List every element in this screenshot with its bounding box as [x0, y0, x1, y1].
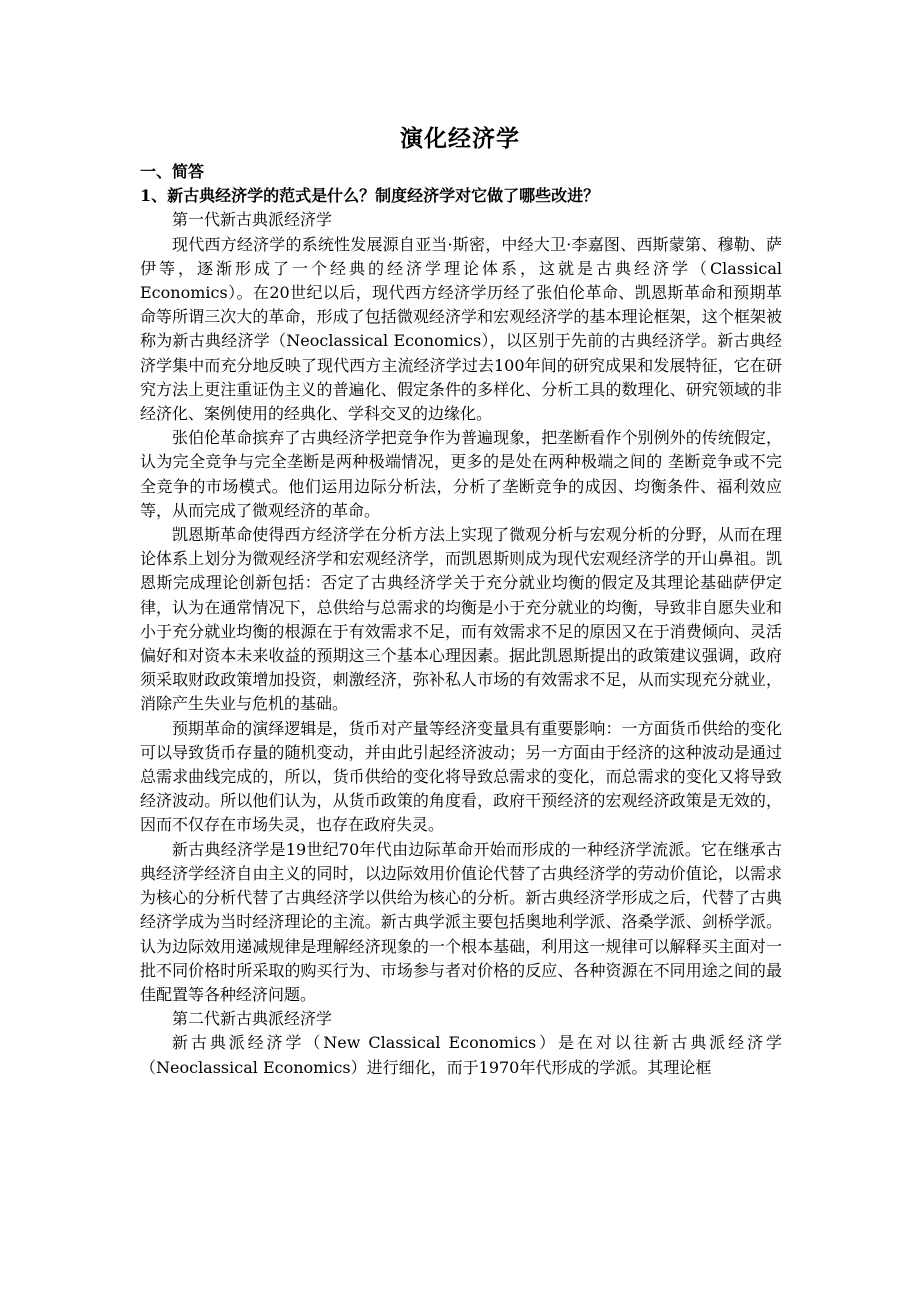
paragraph: 新古典派经济学（New Classical Economics）是在对以往新古典派经济学（Neoclassical Economics）进行细化，而于1970年代形成的学派。其理论框 [140, 1033, 782, 1077]
paragraph: 张伯伦革命摈弃了古典经济学把竞争作为普遍现象，把垄断看作个别例外的传统假定，认为完全竞争与完全垄断是两种极端情况，更多的是处在两种极端之间的 垄断竞争或不完全竞争的市场模式。他们运用边际分析法，分析了垄断竞争的成因、均衡条件、福利效应等，从而完成了微观经济的革命。 [140, 428, 782, 520]
document-title: 演化经济学 [400, 125, 520, 152]
subheading-first-generation: 第一代新古典派经济学 [172, 210, 333, 230]
document-body [140, 160, 782, 1080]
subheading-second-generation: 第二代新古典派经济学 [172, 1009, 333, 1029]
paragraph: 现代西方经济学的系统性发展源自亚当·斯密，中经大卫·李嘉图、西斯蒙第、穆勒、萨伊等，逐渐形成了一个经典的经济学理论体系，这就是古典经济学（Classical Economics）。在20世纪以后，现代西方经济学历经了张伯伦革命、凯恩斯革命和预期革命等所谓三次大的革命，形成了包括微观经济学和宏观经济学的基本理论框架，这个框架被称为新古典经济学（Neoclassical Economics），以区别于先前的古典经济学。新古典经济学集中而充分地反映了现代西方主流经济学过去100年间的研究成果和发展特征，它在研究方法上更注重证伪主义的普遍化、假定条件的多样化、分析工具的数理化、研究领域的非经济化、案例使用的经典化、学科交叉的边缘化。 [140, 234, 782, 424]
paragraph: 凯恩斯革命使得西方经济学在分析方法上实现了微观分析与宏观分析的分野，从而在理论体系上划分为微观经济学和宏观经济学，而凯恩斯则成为现代宏观经济学的开山鼻祖。凯恩斯完成理论创新包括：否定了古典经济学关于充分就业均衡的假定及其理论基础萨伊定律，认为在通常情况下，总供给与总需求的均衡是小于充分就业的均衡，导致非自愿失业和小于充分就业均衡的根源在于有效需求不足，而有效需求不足的原因又在于消费倾向、灵活偏好和对资本未来收益的预期这三个基本心理因素。据此凯恩斯提出的政策建议强调，政府须采取财政政策增加投资，刺激经济，弥补私人市场的有效需求不足，从而实现充分就业，消除产生失业与危机的基础。 [140, 525, 782, 714]
paragraph: 新古典经济学是19世纪70年代由边际革命开始而形成的一种经济学流派。它在继承古典经济学经济自由主义的同时，以边际效用价值论代替了古典经济学的劳动价值论，以需求为核心的分析代替了古典经济学以供给为核心的分析。新古典经济学形成之后，代替了古典经济学成为当时经济理论的主流。新古典学派主要包括奥地利学派、洛桑学派、剑桥学派。认为边际效用递减规律是理解经济现象的一个根本基础，利用这一规律可以解释买主面对一批不同价格时所采取的购买行为、市场参与者对价格的反应、各种资源在不同用途之间的最佳配置等各种经济问题。 [140, 839, 782, 1004]
section-heading: 一、简答 [140, 162, 205, 181]
paragraph: 预期革命的演绎逻辑是，货币对产量等经济变量具有重要影响：一方面货币供给的变化可以导致货币存量的随机变动，并由此引起经济波动；另一方面由于经济的这种波动是通过总需求曲线完成的，所以，货币供给的变化将导致总需求的变化，而总需求的变化又将导致经济波动。所以他们认为，从货币政策的角度看，政府干预经济的宏观经济政策是无效的，因而不仅存在市场失灵，也存在政府失灵。 [140, 718, 782, 835]
question-heading: 1、新古典经济学的范式是什么？制度经济学对它做了哪些改进？ [140, 186, 600, 206]
